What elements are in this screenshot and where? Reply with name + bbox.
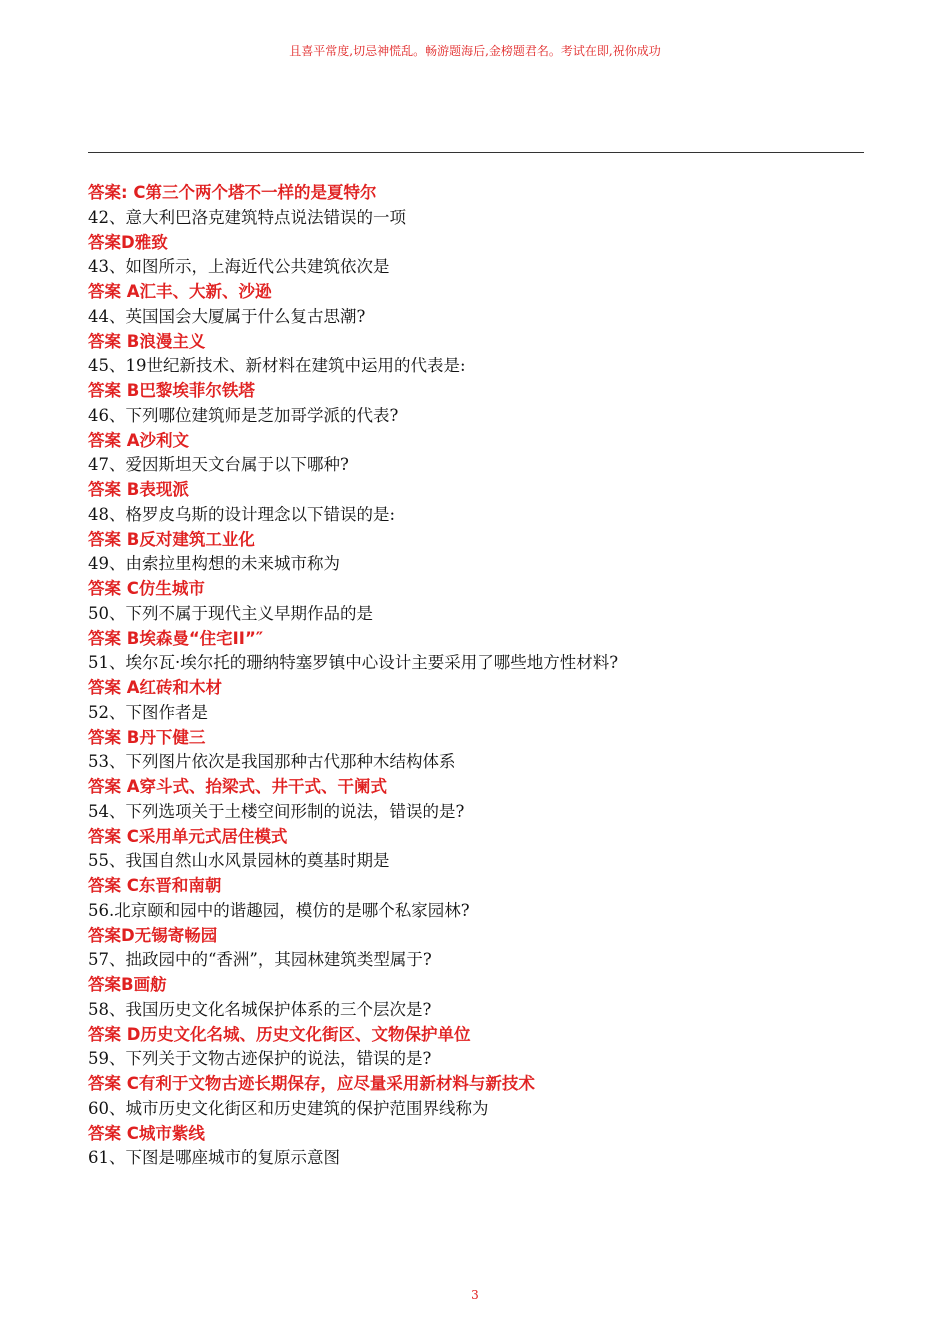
answer-line: 答案 B巴黎埃菲尔铁塔 [88,381,255,400]
answer-line: 答案 B浪漫主义 [88,331,206,351]
answer-line: 答案 C城市紫线 [88,1123,205,1143]
answer-line: 答案 C采用单元式居住模式 [88,826,288,846]
answer-line: 答案 A沙利文 [88,430,190,450]
question-line: 46、下列哪位建筑师是芝加哥学派的代表? [88,405,399,425]
header-divider [88,152,864,153]
answer-line: 答案 C有利于文物古迹长期保存，应尽量采用新材料与新技术 [88,1074,535,1093]
answer-line: 答案D无锡寄畅园 [88,925,218,945]
question-line: 48、格罗皮乌斯的设计理念以下错误的是: [88,504,396,524]
question-line: 42、意大利巴洛克建筑特点说法错误的一项 [88,207,406,227]
page-number: 3 [471,1288,479,1302]
answer-line: 答案 C东晋和南朝 [88,876,222,895]
question-line: 60、城市历史文化街区和历史建筑的保护范围界线称为 [88,1098,489,1118]
question-line: 55、我国自然山水风景园林的奠基时期是 [88,851,390,871]
question-line: 51、埃尔瓦·埃尔托的珊纳特塞罗镇中心设计主要采用了哪些地方性材料? [88,653,619,673]
question-line: 61、下图是哪座城市的复原示意图 [88,1148,340,1168]
answer-line: 答案 A红砖和木材 [88,678,223,697]
question-line: 44、英国国会大厦属于什么复古思潮? [88,306,366,326]
question-line: 47、爱因斯坦天文台属于以下哪种? [88,455,349,475]
answer-line: 答案 B反对建筑工业化 [88,529,255,549]
question-line: 50、下列不属于现代主义早期作品的是 [88,603,373,623]
answer-line: 答案D雅致 [88,232,168,252]
answer-line: 答案: C第三个两个塔不一样的是夏特尔 [88,183,377,202]
answer-line: 答案 A穿斗式、抬梁式、井干式、干阑式 [88,777,388,796]
question-line: 52、下图作者是 [88,702,208,722]
question-line: 57、拙政园中的“香洲”，其园林建筑类型属于? [88,950,432,970]
qa-list [88,181,868,1171]
question-line: 53、下列图片依次是我国那种古代那种木结构体系 [88,752,456,772]
answer-line: 答案 B表现派 [88,480,189,499]
question-line: 58、我国历史文化名城保护体系的三个层次是? [88,999,432,1019]
answer-line: 答案 C仿生城市 [88,579,205,598]
answer-line: 答案 B埃森曼“住宅II”″ [88,628,264,648]
question-line: 54、下列选项关于土楼空间形制的说法，错误的是? [88,801,465,821]
question-line: 49、由索拉里构想的未来城市称为 [88,554,340,574]
answer-line: 答案B画舫 [88,975,167,994]
question-line: 43、如图所示，上海近代公共建筑依次是 [88,257,390,277]
answer-line: 答案 A汇丰、大新、沙逊 [88,282,272,301]
answer-line: 答案 B丹下健三 [88,727,206,747]
question-line: 45、19世纪新技术、新材料在建筑中运用的代表是: [88,356,466,376]
header-motto: 且喜平常度,切忌神慌乱。畅游题海后,金榜题君名。考试在即,祝你成功 [289,44,661,58]
question-line: 59、下列关于文物古迹保护的说法，错误的是? [88,1049,432,1069]
answer-line: 答案 D历史文化名城、历史文化街区、文物保护单位 [88,1024,471,1044]
question-line: 56.北京颐和园中的谐趣园，模仿的是哪个私家园林? [88,900,470,920]
